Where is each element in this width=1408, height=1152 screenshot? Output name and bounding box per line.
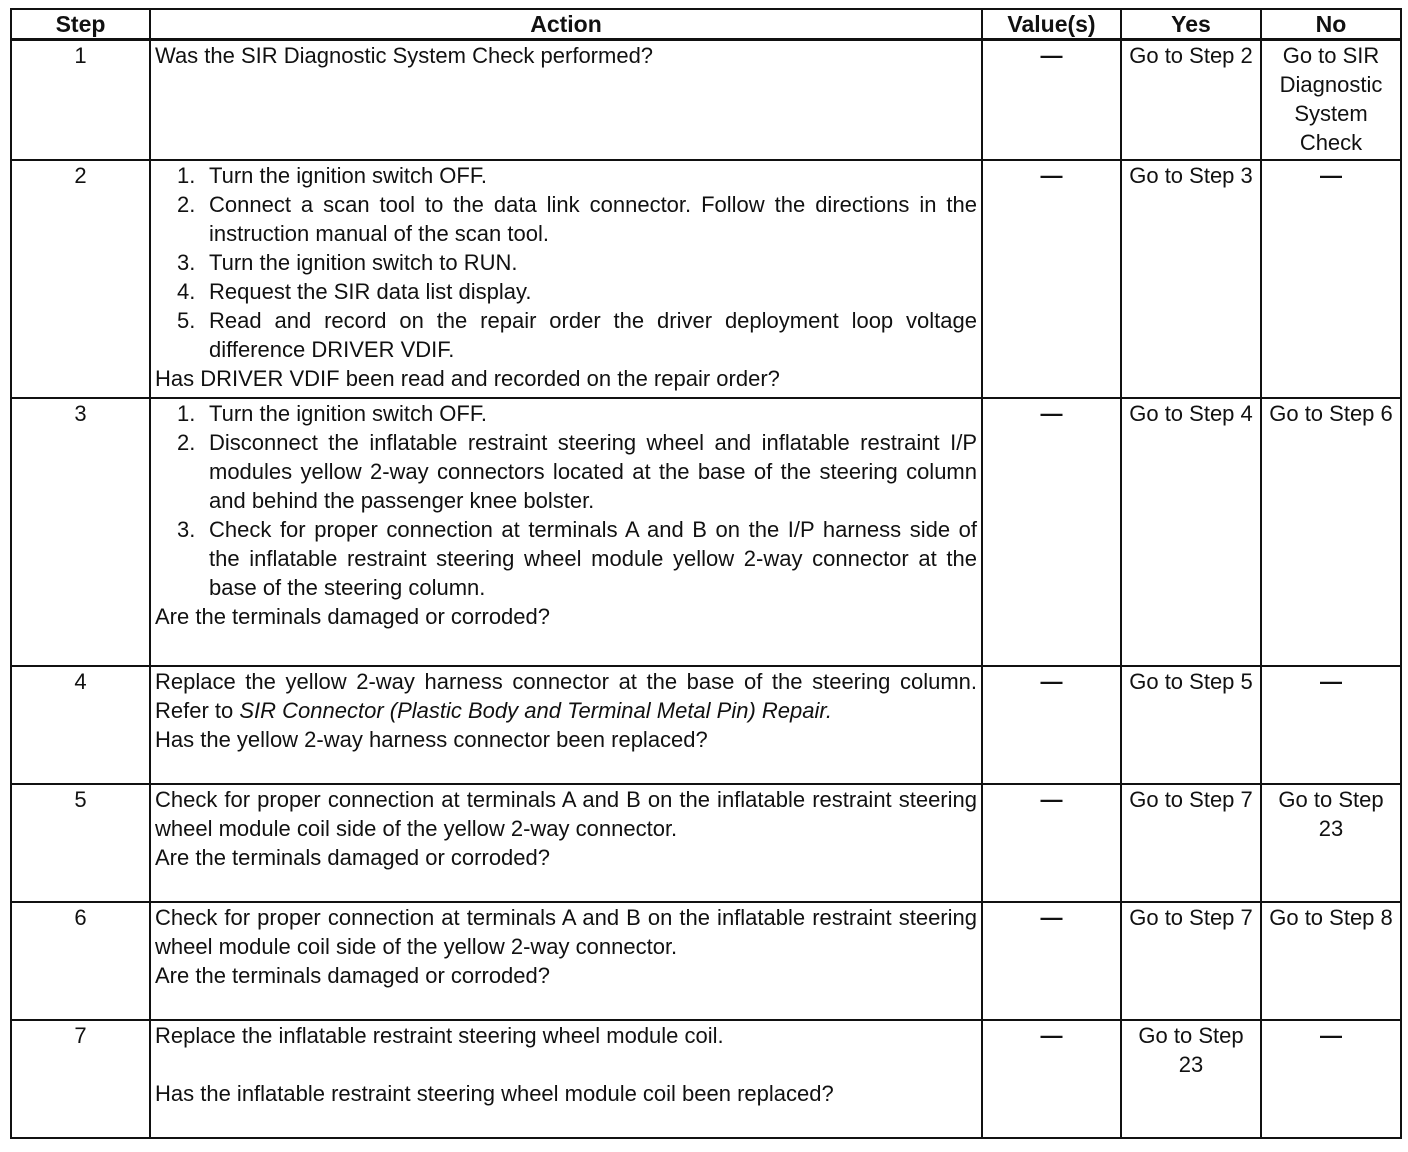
list-item: 1. Turn the ignition switch OFF. <box>177 162 487 188</box>
values-cell <box>982 398 1121 666</box>
instruction-list <box>155 399 977 602</box>
yes-cell: Go to Step 5 <box>1121 666 1261 784</box>
step-number: 7 <box>11 1020 150 1138</box>
step-number: 3 <box>11 398 150 666</box>
action-question: Has the yellow 2-way harness connector been replaced? <box>155 726 708 752</box>
dash-value: — <box>1040 668 1063 694</box>
list-item: 1. Turn the ignition switch OFF. <box>177 400 487 426</box>
dash-value: — <box>1040 786 1063 812</box>
dash-value: — <box>1320 668 1342 694</box>
table-row <box>11 398 1401 666</box>
dash-value: — <box>1320 1022 1342 1048</box>
diagnostic-table <box>10 8 1402 1139</box>
action-cell <box>150 398 982 666</box>
action-cell <box>150 666 982 784</box>
no-cell: Go to Step 23 <box>1261 784 1401 902</box>
action-cell <box>150 784 982 902</box>
no-cell <box>1261 666 1401 784</box>
yes-cell: Go to Step 7 <box>1121 902 1261 1020</box>
action-question: Has the inflatable restraint steering wheel module coil been replaced? <box>155 1080 834 1106</box>
action-text: Was the SIR Diagnostic System Check performed? <box>155 43 654 68</box>
instruction-list <box>155 161 977 364</box>
step-number: 1 <box>11 40 150 160</box>
header-no: No <box>1261 9 1401 40</box>
action-question: Has DRIVER VDIF been read and recorded on the repair order? <box>155 365 780 391</box>
action-question: Are the terminals damaged or corroded? <box>155 844 550 870</box>
values-cell <box>982 784 1121 902</box>
values-cell <box>982 902 1121 1020</box>
table-row <box>11 784 1401 902</box>
action-text: Replace the inflatable restraint steering wheel module coil. <box>155 1022 724 1048</box>
action-text: Check for proper connection at terminals A and B on the inflatable restraint steering wheel module coil side of the yellow 2-way connector. <box>155 904 977 959</box>
table-row <box>11 1020 1401 1138</box>
action-text: Check for proper connection at terminals A and B on the inflatable restraint steering wheel module coil side of the yellow 2-way connector. <box>155 786 977 841</box>
values-cell <box>982 160 1121 398</box>
step-number: 5 <box>11 784 150 902</box>
list-item: 3. Check for proper connection at terminals A and B on the I/P harness side of the inflatable restraint steering wheel module yellow 2-way connector at the base of the steering column. <box>177 516 977 600</box>
header-yes: Yes <box>1121 9 1261 40</box>
dash-value: — <box>1040 400 1063 426</box>
step-number: 4 <box>11 666 150 784</box>
table-row <box>11 666 1401 784</box>
action-cell <box>150 160 982 398</box>
action-cell <box>150 40 982 160</box>
step-number: 6 <box>11 902 150 1020</box>
dash-value: — <box>1040 904 1063 930</box>
action-question: Are the terminals damaged or corroded? <box>155 603 550 629</box>
list-item: 5. Read and record on the repair order the driver deployment loop voltage difference DRIVER VDIF. <box>177 307 977 362</box>
values-cell <box>982 666 1121 784</box>
list-item: 3. Turn the ignition switch to RUN. <box>177 249 518 275</box>
dash-value: — <box>1040 43 1063 68</box>
no-cell <box>1261 160 1401 398</box>
spacer <box>155 1050 977 1079</box>
dash-value: — <box>1040 1022 1063 1048</box>
action-cell <box>150 902 982 1020</box>
no-cell: Go to Step 6 <box>1261 398 1401 666</box>
table-row <box>11 160 1401 398</box>
header-step: Step <box>11 9 150 40</box>
yes-cell: Go to Step 7 <box>1121 784 1261 902</box>
dash-value: — <box>1040 162 1063 188</box>
yes-cell: Go to Step 23 <box>1121 1020 1261 1138</box>
list-item: 2. Connect a scan tool to the data link connector. Follow the directions in the instruction manual of the scan tool. <box>177 191 977 246</box>
no-cell <box>1261 1020 1401 1138</box>
step-number: 2 <box>11 160 150 398</box>
no-cell: Go to Step 8 <box>1261 902 1401 1020</box>
values-cell <box>982 40 1121 160</box>
yes-cell: Go to Step 3 <box>1121 160 1261 398</box>
action-text: Replace the yellow 2-way harness connector at the base of the steering column. Refer to SIR Connector (Plastic Body and Terminal Metal Pin) Repair. <box>155 668 977 723</box>
values-cell <box>982 1020 1121 1138</box>
repair-reference: SIR Connector (Plastic Body and Terminal Metal Pin) Repair. <box>239 697 832 723</box>
yes-cell: Go to Step 2 <box>1121 40 1261 160</box>
no-cell: Go to SIR Diagnostic System Check <box>1261 40 1401 160</box>
action-cell <box>150 1020 982 1138</box>
dash-value: — <box>1320 162 1342 188</box>
table-row <box>11 902 1401 1020</box>
yes-cell: Go to Step 4 <box>1121 398 1261 666</box>
table-row <box>11 40 1401 160</box>
list-item: 4. Request the SIR data list display. <box>177 278 532 304</box>
header-action: Action <box>150 9 982 40</box>
list-item: 2. Disconnect the inflatable restraint steering wheel and inflatable restraint I/P modules yellow 2-way connectors located at the base of the steering column and behind the passenger knee bolster. <box>177 429 977 513</box>
action-question: Are the terminals damaged or corroded? <box>155 962 550 988</box>
header-values: Value(s) <box>982 9 1121 40</box>
header-row <box>11 9 1401 40</box>
